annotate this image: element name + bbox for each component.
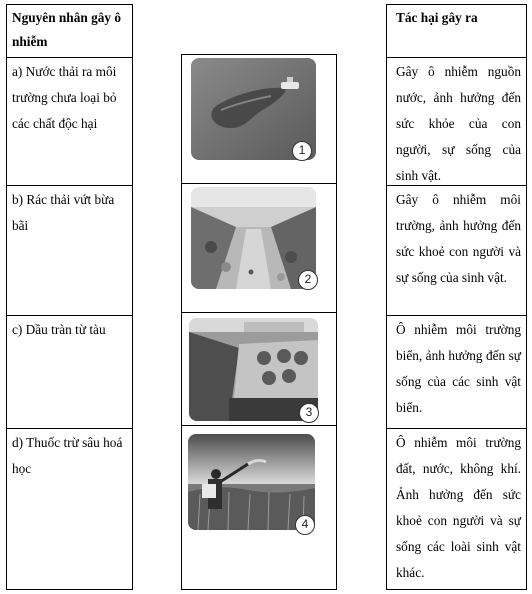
- cause-b: b) Rác thải vứt bừa bãi: [12, 192, 115, 233]
- effect-header: Tác hại gây ra: [396, 10, 478, 25]
- cause-header: Nguyên nhân gây ô nhiễm: [12, 10, 121, 49]
- photo-oil-spill: [189, 318, 318, 421]
- cause-d: d) Thuốc trừ sâu hoá học: [12, 435, 123, 476]
- photo-pesticide: [188, 434, 315, 530]
- photo-number-4: 4: [295, 515, 315, 535]
- row-divider: [182, 425, 336, 426]
- cause-c: c) Dầu tràn từ tàu: [12, 322, 106, 337]
- effect-2: Gây ô nhiễm môi trường, ảnh hưởng đến sức khoẻ con người và sự sống của sinh vật.: [396, 192, 521, 285]
- photo-number-2: 2: [298, 270, 318, 290]
- photo-number-1: 1: [292, 141, 312, 161]
- effect-table: [386, 4, 527, 590]
- effect-1: Gây ô nhiễm nguồn nước, ảnh hưởng đến sức khỏe của con người, sự sống của sinh vật.: [396, 64, 521, 183]
- effect-3: Ô nhiễm môi trường biển, ảnh hưởng đến sự sống của các sinh vật biển.: [396, 322, 521, 415]
- photo-number-3: 3: [299, 403, 319, 423]
- photo-litter: [191, 187, 316, 289]
- row-divider: [182, 183, 336, 184]
- cause-table: [6, 4, 133, 590]
- cause-a: a) Nước thải ra môi trường chưa loại bỏ các chất độc hại: [12, 64, 117, 131]
- effect-4: Ô nhiễm môi trường đất, nước, không khí. Ảnh hưởng đến sức khoẻ con người và sự sống các loài sinh vật khác.: [396, 435, 521, 580]
- row-divider: [182, 312, 336, 313]
